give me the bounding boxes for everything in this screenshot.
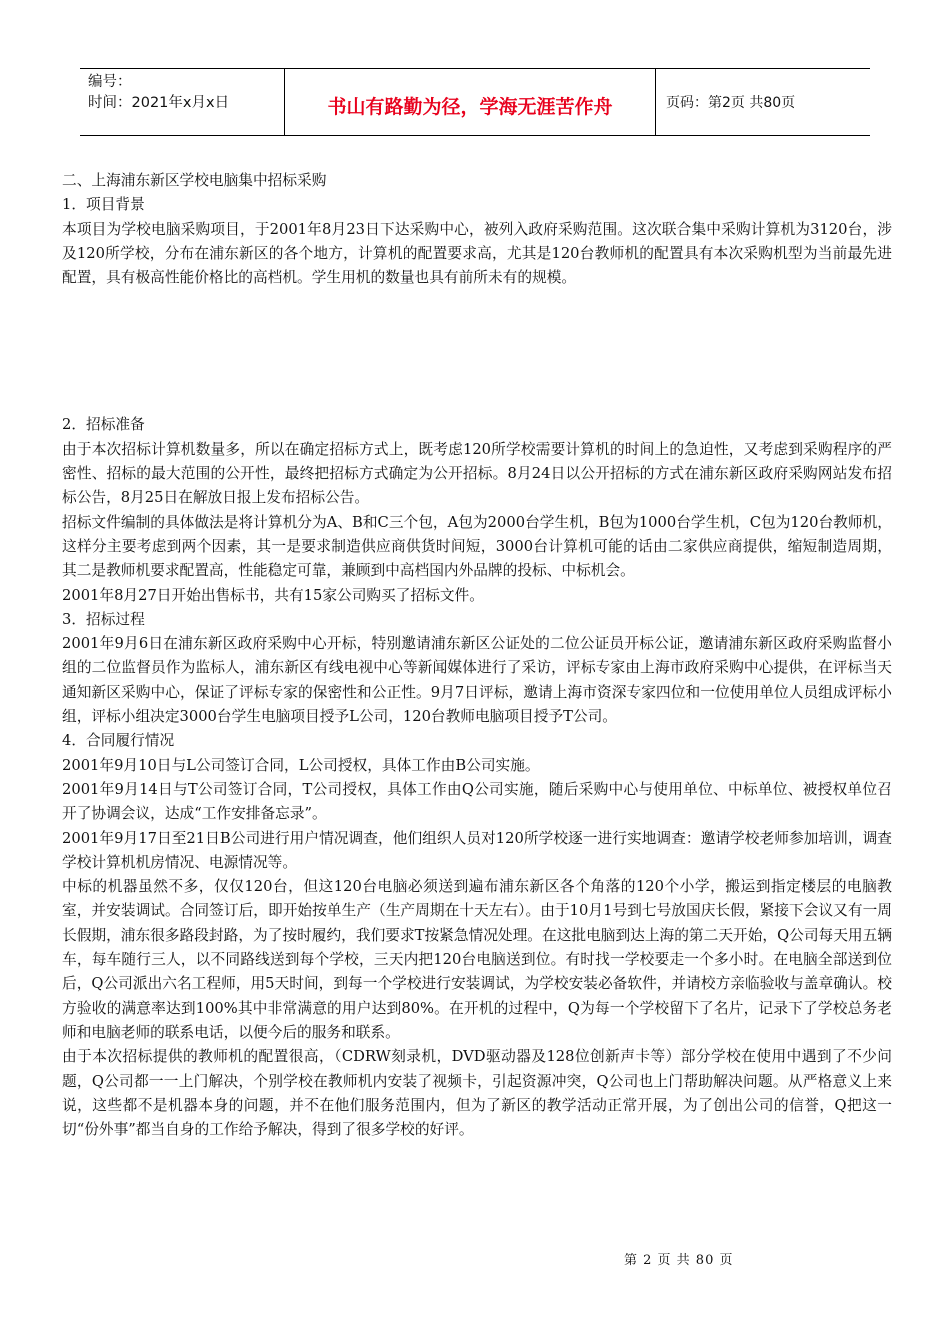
paragraph: 由于本次招标提供的教师机的配置很高，（CDRW刻录机，DVD驱动器及128位创新声卡等）部分学校在使用中遇到了不少问题，Q公司都一一上门解决，个别学校在教师机内安装了视频卡，引起资源冲突，Q公司也上门帮助解决问题。从严格意义上来说，这些都不是机器本身的问题，并不在他们服务范围内，但为了新区的教学活动正常开展，为了创出公司的信誉，Q把这一切“份外事”都当自身的工作给予解决，得到了很多学校的好评。	[62, 1048, 892, 1139]
paragraph: 2001年9月6日在浦东新区政府采购中心开标，特别邀请浦东新区公证处的二位公证员开标公证，邀请浦东新区政府采购监督小组的二位监督员作为监标人，浦东新区有线电视中心等新闻媒体进行了采访，评标专家由上海市政府采购中心提供，在评标当天通知新区采购中心，保证了评标专家的保密性和公正性。9月7日评标，邀请上海市资深专家四位和一位使用单位人员组成评标小组，评标小组决定3000台学生电脑项目授予L公司，120台教师电脑项目授予T公司。	[62, 635, 892, 726]
page-footer: 第 2 页 共 80 页	[624, 1253, 734, 1268]
paragraph: 中标的机器虽然不多，仅仅120台，但这120台电脑必须送到遍布浦东新区各个角落的120个小学，搬运到指定楼层的电脑教室，并安装调试。合同签订后，即开始按单生产（生产周期在十天左右）。由于10月1号到七号放国庆长假，紧接下会议又有一周长假期，浦东很多路段封路，为了按时履约，我们要求T按紧急情况处理。在这批电脑到达上海的第二天开始，Q公司每天用五辆车，每车随行三人，以不同路线送到每个学校，三天内把120台电脑送到位。有时找一学校要走一个多小时。在电脑全部送到位后，Q公司派出六名工程师，用5天时间，到每一个学校进行安装调试，为学校安装必备软件，并请校方亲临验收与盖章确认。校方验收的满意率达到100%其中非常满意的用户达到80%。在开机的过程中，Q为每一个学校留下了名片，记录下了学校总务老师和电脑老师的联系电话，以便今后的服务和联系。	[62, 878, 892, 1041]
paragraph: 本项目为学校电脑采购项目，于2001年8月23日下达采购中心，被列入政府采购范围。这次联合集中采购计算机为3120台，涉及120所学校，分布在浦东新区的各个地方，计算机的配置要求高，尤其是120台教师机的配置具有本次采购机型为当前最先进配置，具有极高性能价格比的高档机。学生用机的数量也具有前所未有的规模。	[62, 220, 892, 287]
document-time: 时间：2021年x月x日	[88, 95, 230, 111]
paragraph-group-background	[62, 193, 892, 290]
paragraph: 2001年8月27日开始出售标书，共有15家公司购买了招标文件。	[62, 586, 484, 604]
paragraph: 1．项目背景	[62, 196, 145, 214]
header-page-info: 页码：第2页 共80页	[666, 95, 796, 111]
document-body	[62, 169, 892, 1142]
paragraph: 2001年9月10日与L公司签订合同，L公司授权，具体工作由B公司实施。	[62, 756, 540, 774]
document-code-label: 编号：	[88, 74, 132, 90]
paragraph: 2001年9月17日至21日B公司进行用户情况调查，他们组织人员对120所学校逐一进行实地调查：邀请学校老师参加培训，调查学校计算机机房情况、电源情况等。	[62, 829, 892, 871]
paragraph-group-main	[62, 413, 892, 1142]
section-title: 二、上海浦东新区学校电脑集中招标采购	[62, 172, 327, 189]
page-header	[80, 68, 870, 136]
paragraph: 2．招标准备	[62, 416, 145, 434]
header-motto: 书山有路勤为径，学海无涯苦作舟	[284, 69, 656, 135]
paragraph: 2001年9月14日与T公司签订合同，T公司授权，具体工作由Q公司实施，随后采购中心与使用单位、中标单位、被授权单位召开了协调会议，达成“工作安排备忘录”。	[62, 780, 892, 823]
paragraph: 4．合同履行情况	[62, 732, 175, 750]
paragraph: 由于本次招标计算机数量多，所以在确定招标方式上，既考虑120所学校需要计算机的时间上的急迫性，又考虑到采购程序的严密性、招标的最大范围的公开性，最终把招标方式确定为公开招标。8月24日以公开招标的方式在浦东新区政府采购网站发布招标公告，8月25日在解放日报上发布招标公告。	[62, 440, 892, 507]
paragraph: 招标文件编制的具体做法是将计算机分为A、B和C三个包，A包为2000台学生机，B包为1000台学生机，C包为120台教师机，这样分主要考虑到两个因素，其一是要求制造供应商供货时间短，3000台计算机可能的话由二家供应商提供，缩短制造周期，其二是教师机要求配置高，性能稳定可靠，兼顾到中高档国内外品牌的投标、中标机会。	[62, 513, 892, 580]
paragraph: 3．招标过程	[62, 610, 145, 628]
blank-gap	[62, 290, 892, 413]
header-meta	[80, 69, 284, 135]
